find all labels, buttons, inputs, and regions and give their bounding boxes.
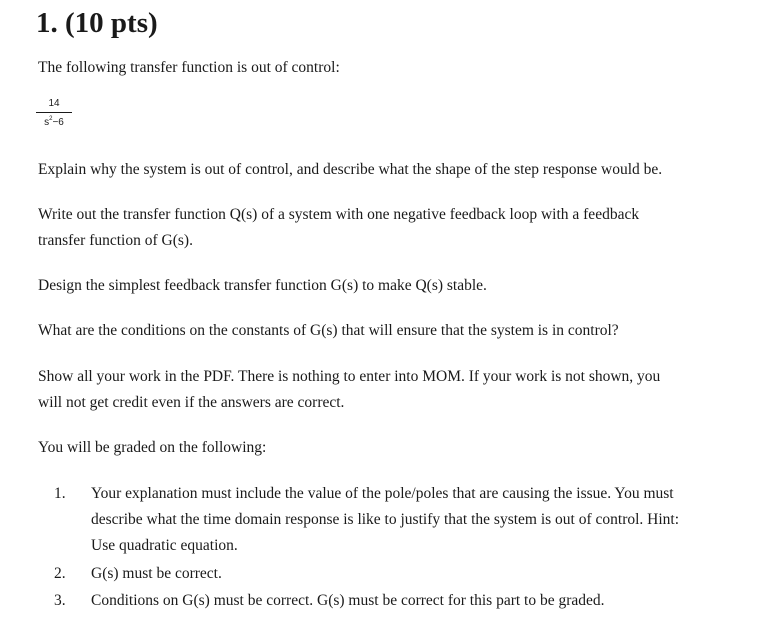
denominator-rest: −6 (52, 117, 64, 128)
write-paragraph-line-2: transfer function of G(s). (38, 232, 193, 249)
list-item-text (91, 481, 741, 559)
list-number: 2. (54, 565, 66, 582)
fraction-numerator: 14 (36, 97, 72, 113)
denominator-exponent: 2 (49, 116, 53, 122)
list-item-text (91, 588, 741, 614)
explain-paragraph: Explain why the system is out of control, and describe what the shape of the step response would be. (38, 161, 663, 178)
intro-text: The following transfer function is out of control: (38, 59, 340, 76)
list-number: 3. (54, 592, 66, 609)
question-title: 1. (10 pts) (36, 7, 158, 39)
list-item-text (91, 561, 741, 587)
fraction-denominator (36, 113, 72, 129)
list-number: 1. (54, 485, 66, 502)
list-item-line: Use quadratic equation. (91, 537, 238, 554)
list-item-line: describe what the time domain response is like to justify that the system is out of control. Hint: (91, 511, 680, 528)
graded-heading: You will be graded on the following: (38, 439, 267, 456)
conditions-paragraph: What are the conditions on the constants of G(s) that will ensure that the system is in control? (38, 322, 619, 339)
show-work-line-1: Show all your work in the PDF. There is nothing to enter into MOM. If your work is not shown, you (38, 368, 661, 385)
transfer-function-fraction (36, 97, 72, 129)
design-paragraph: Design the simplest feedback transfer function G(s) to make Q(s) stable. (38, 277, 487, 294)
write-paragraph-line-1: Write out the transfer function Q(s) of a system with one negative feedback loop with a feedback (38, 206, 640, 223)
denominator-base: s (44, 117, 50, 128)
list-item-line: Your explanation must include the value of the pole/poles that are causing the issue. You must (91, 485, 674, 502)
show-work-line-2: will not get credit even if the answers are correct. (38, 394, 345, 411)
list-item-line: Conditions on G(s) must be correct. G(s) must be correct for this part to be graded. (91, 592, 605, 609)
list-item-line: G(s) must be correct. (91, 565, 222, 582)
